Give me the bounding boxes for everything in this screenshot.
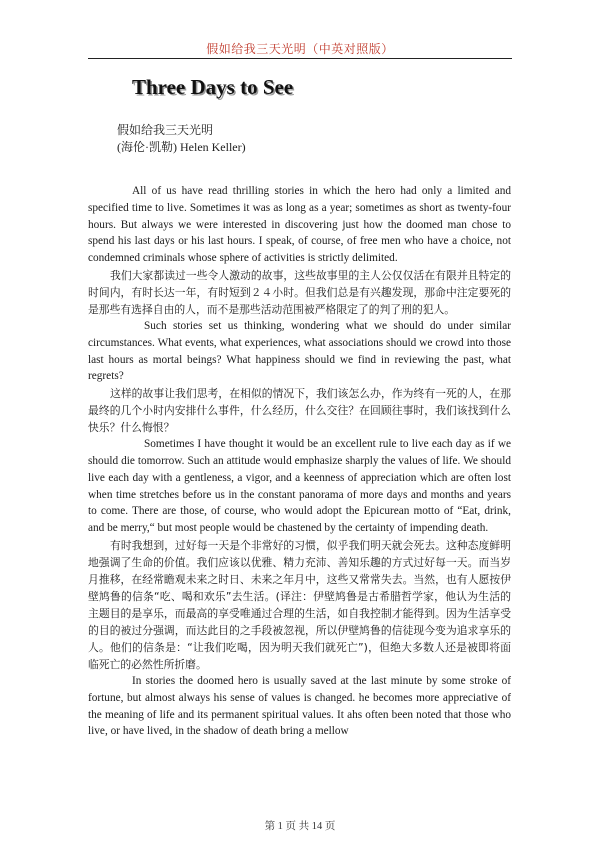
paragraph-zh-2: 这样的故事让我们思考，在相似的情况下，我们该怎么办，作为终有一死的人，在那最终的几个小时内安排什么事件，什么经历，什么交往？在回顾往事时，我们该找到什么快乐？什么悔恨？ [88, 387, 511, 435]
paragraph-en-2: Such stories set us thinking, wondering what we should do under similar circumstances. What events, what experiences, what associations should we crowd into those last hours as mortal beings? What happiness should we find in reviewing the past, what regrets? [88, 319, 511, 383]
header-divider [88, 58, 512, 59]
paragraph-en-4: In stories the doomed hero is usually saved at the last minute by some stroke of fortune, but almost always his sense of values is changed. he becomes more appreciative of the meaning of life and its permanent spiritual values. It ahs often been noted that those who live, or have lived, in the shadow of death bring a mellow [88, 674, 511, 738]
paragraph-en-3: Sometimes I have thought it would be an excellent rule to live each day as if we should die tomorrow. Such an attitude would emphasize sharply the values of life. We should live each day with a gentleness, a vigor, and a keenness of appreciation which are often lost when time stretches before us in the constant panorama of more days and months and years to come. There are those, of course, who would adopt the Epicurean motto of “Eat, drink, and be merry,“ but most people would be chastened by the certainty of impending death. [88, 438, 511, 535]
paragraph-en-1: All of us have read thrilling stories in which the hero had only a limited and specified time to live. Sometimes it was as long as a year; sometimes as short as twenty-four hours. But always we were interested in discovering just how the doomed man chose to spend his last days or his last hours. I speak, of course, of free men who have a choice, not condemned criminals whose sphere of activities is strictly delimited. [88, 185, 511, 265]
subtitle-chinese: 假如给我三天光明 [117, 123, 214, 137]
author-line: (海伦·凯勒) Helen Keller) [117, 140, 246, 154]
running-header: 假如给我三天光明（中英对照版） [206, 42, 394, 56]
paragraph-zh-1: 我们大家都读过一些令人激动的故事，这些故事里的主人公仅仅活在有限并且特定的时间内，有时长达一年，有时短到２４小时。但我们总是有兴趣发现，那命中注定要死的是那些有选择自由的人，而不是那些活动范围被严格限定了的判了刑的犯人。 [88, 268, 511, 316]
document-title: Three Days to See [132, 75, 294, 99]
document-body [88, 183, 511, 740]
paragraph-zh-3: 有时我想到，过好每一天是个非常好的习惯，似乎我们明天就会死去。这种态度鲜明地强调了生命的价值。我们应该以优雅、精力充沛、善知乐趣的方式过好每一天。而当岁月推移，在经常瞻观未来之时日、未来之年月中，这些又常常失去。当然，也有人愿按伊壁鸠鲁的信条“吃、喝和欢乐”去生活。(译注：伊壁鸠鲁是古希腊哲学家，他认为生活的主题目的是享乐，而最高的享受唯通过合理的生活，如自我控制才能得到。因为生活享受的目的被过分强调，而达此目的之手段被忽视，所以伊壁鸠鲁的信徒现今变为追求享乐的人。他们的信条是：“让我们吃喝，因为明天我们就死亡”)，但绝大多数人还是被即将面临死亡的必然性所折磨。 [88, 538, 511, 671]
page-number: 第 1 页 共 14 页 [264, 821, 336, 832]
